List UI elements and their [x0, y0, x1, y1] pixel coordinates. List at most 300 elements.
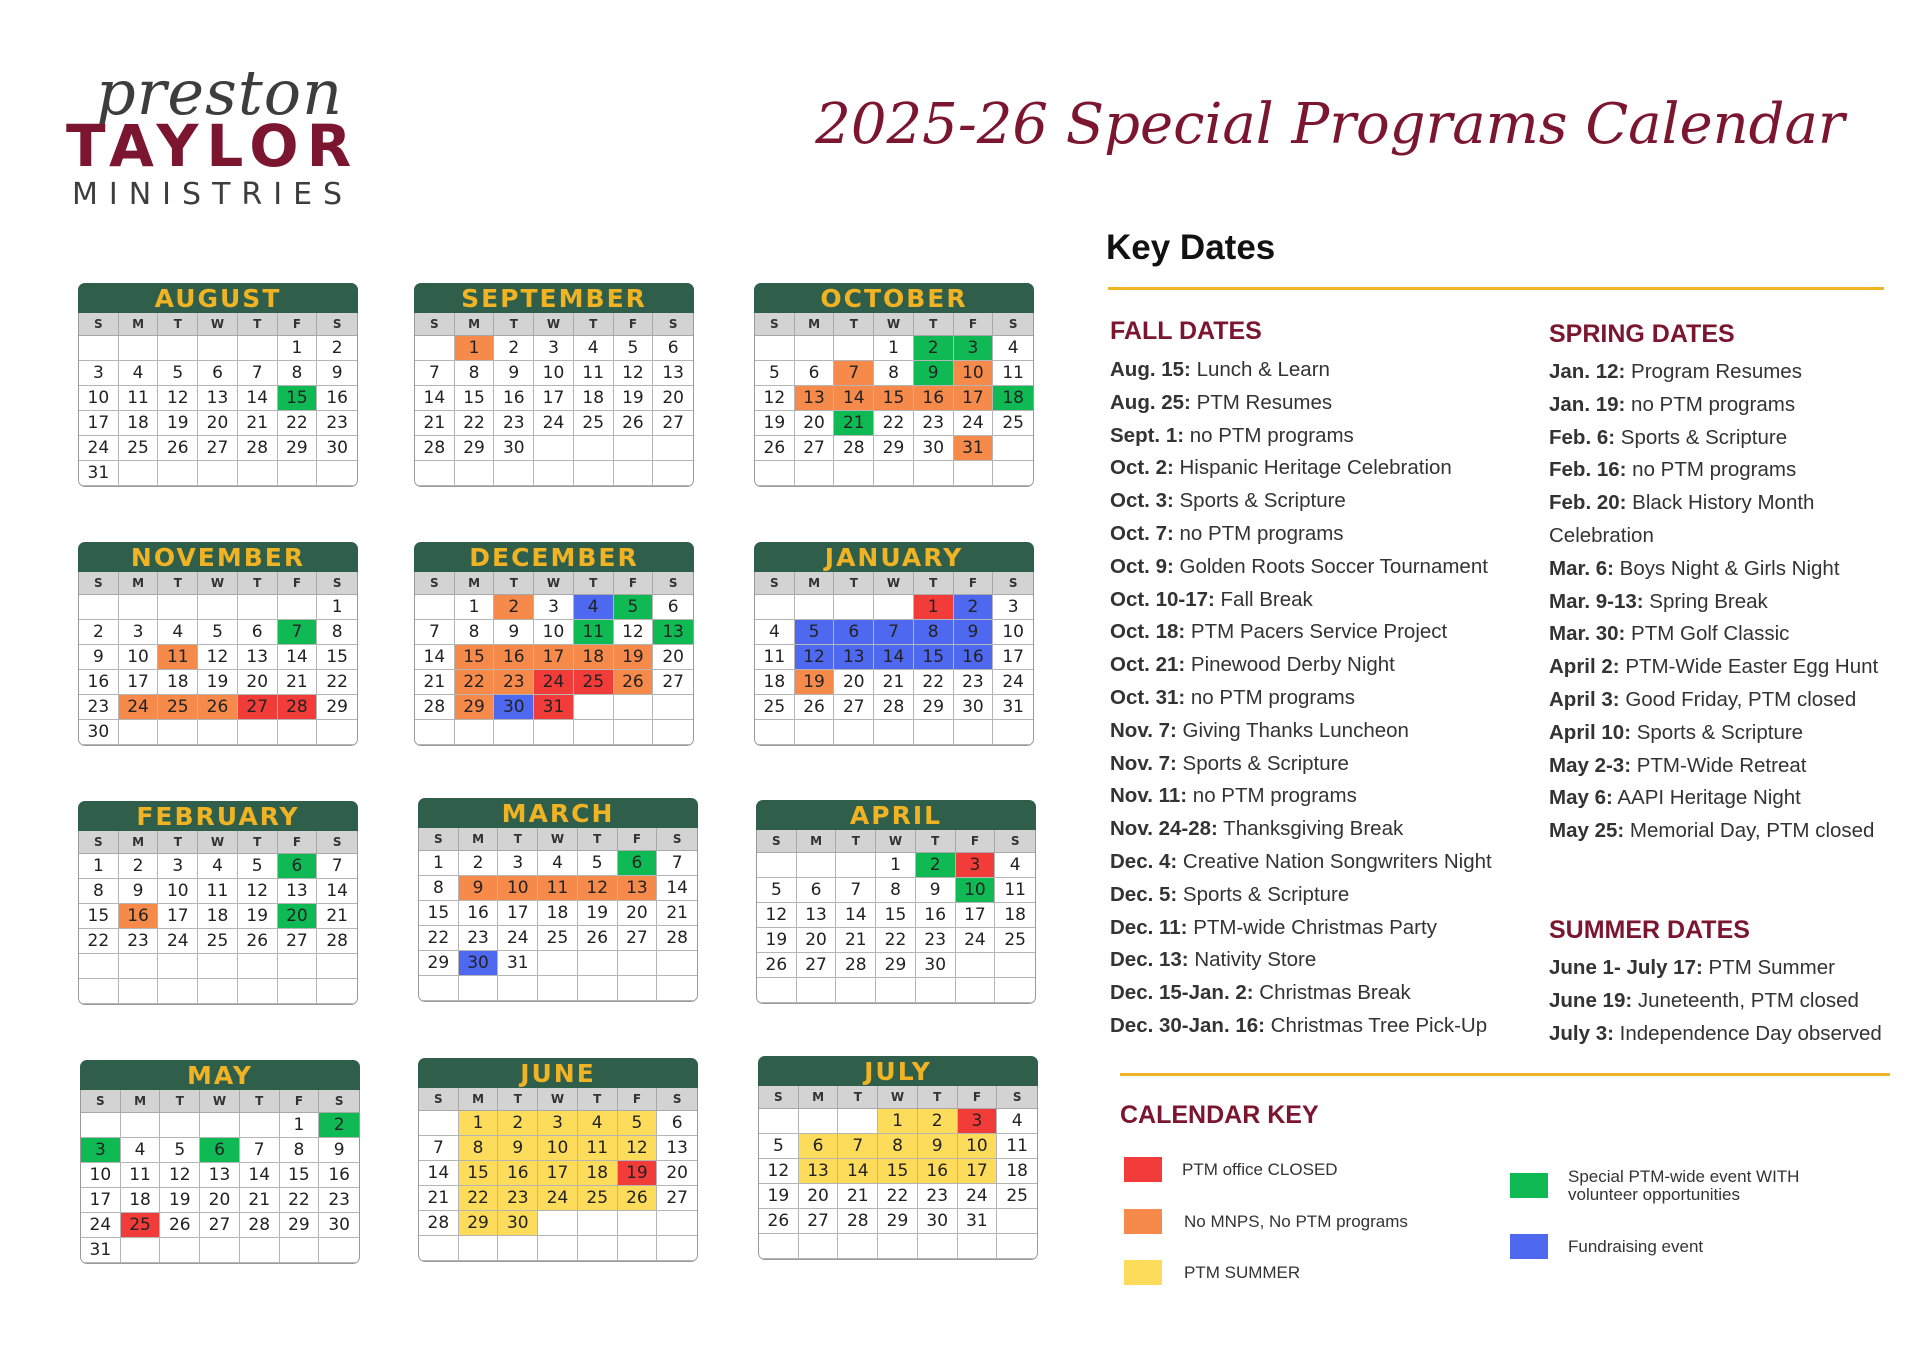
key-date-description: no PTM programs — [1625, 392, 1796, 416]
day-cell: 24 — [954, 411, 994, 436]
day-cell: 19 — [158, 411, 198, 436]
empty-day-cell — [574, 695, 614, 720]
spring-dates-list — [1549, 356, 1899, 848]
day-cell: 8 — [876, 878, 916, 903]
day-cell: 29 — [914, 695, 954, 720]
month-grid — [414, 313, 694, 487]
day-cell: 12 — [757, 903, 797, 928]
day-cell: 21 — [419, 1186, 459, 1211]
day-cell: 8 — [878, 1134, 918, 1159]
day-cell: 13 — [795, 386, 835, 411]
key-date: Dec. 5: — [1110, 882, 1178, 906]
day-cell: 25 — [997, 1184, 1037, 1209]
weekday-label: S — [993, 313, 1033, 336]
day-cell: 1 — [914, 595, 954, 620]
day-cell: 4 — [574, 595, 614, 620]
day-cell: 29 — [455, 695, 495, 720]
day-cell: 17 — [954, 386, 994, 411]
day-cell: 21 — [415, 670, 455, 695]
day-cell: 16 — [494, 386, 534, 411]
month-grid — [754, 313, 1034, 487]
empty-day-cell — [455, 461, 495, 486]
month-name: JANUARY — [754, 542, 1034, 572]
day-cell: 12 — [614, 361, 654, 386]
day-cell: 14 — [415, 386, 455, 411]
day-cell: 26 — [578, 926, 618, 951]
day-cell: 3 — [958, 1109, 998, 1134]
key-date-description: PTM-Wide Retreat — [1631, 753, 1807, 777]
weekday-label: T — [838, 1086, 878, 1109]
day-cell: 29 — [874, 436, 914, 461]
key-date: Dec. 13: — [1110, 948, 1189, 972]
day-cell: 1 — [455, 336, 495, 361]
day-cell: 22 — [79, 929, 119, 954]
empty-day-cell — [419, 1111, 459, 1136]
day-cell: 1 — [317, 595, 357, 620]
day-cell: 8 — [278, 361, 318, 386]
day-cell: 23 — [954, 670, 994, 695]
day-cell: 7 — [874, 620, 914, 645]
empty-day-cell — [578, 1211, 618, 1236]
weekday-label: S — [757, 830, 797, 853]
day-cell: 2 — [918, 1109, 958, 1134]
key-date: Nov. 24-28: — [1110, 817, 1218, 841]
empty-day-cell — [198, 461, 238, 486]
key-date-description: Juneteenth, PTM closed — [1632, 988, 1859, 1012]
day-cell: 27 — [799, 1209, 839, 1234]
day-cell: 13 — [278, 879, 318, 904]
day-cell: 26 — [238, 929, 278, 954]
weekday-label: W — [874, 572, 914, 595]
day-cell: 24 — [993, 670, 1033, 695]
empty-day-cell — [874, 461, 914, 486]
weekday-label: S — [995, 830, 1035, 853]
day-cell: 2 — [494, 336, 534, 361]
empty-day-cell — [997, 1209, 1037, 1234]
day-cell: 20 — [799, 1184, 839, 1209]
month-grid — [418, 828, 698, 1002]
key-date-item — [1549, 553, 1899, 586]
day-cell: 17 — [958, 1159, 998, 1184]
day-cell: 9 — [498, 1136, 538, 1161]
key-date: Oct. 3: — [1110, 489, 1174, 513]
day-cell: 24 — [538, 1186, 578, 1211]
empty-day-cell — [614, 695, 654, 720]
key-date-item — [1110, 813, 1492, 846]
day-cell: 30 — [319, 1213, 359, 1238]
day-cell: 23 — [498, 1186, 538, 1211]
weekday-label: F — [278, 313, 318, 336]
day-cell: 7 — [278, 620, 318, 645]
day-cell: 26 — [614, 411, 654, 436]
empty-day-cell — [317, 954, 357, 979]
legend-label: PTM office CLOSED — [1182, 1159, 1338, 1179]
key-date-description: Golden Roots Soccer Tournament — [1173, 554, 1488, 578]
day-cell: 11 — [198, 879, 238, 904]
key-date-item — [1110, 387, 1492, 420]
day-cell: 5 — [618, 1111, 658, 1136]
day-cell: 14 — [240, 1163, 280, 1188]
key-date-description: Program Resumes — [1625, 360, 1802, 383]
empty-day-cell — [876, 978, 916, 1003]
weekday-label: T — [498, 828, 538, 851]
day-cell: 20 — [198, 411, 238, 436]
weekday-label: T — [498, 1088, 538, 1111]
empty-day-cell — [198, 336, 238, 361]
month-name: MAY — [80, 1060, 360, 1090]
day-cell: 12 — [618, 1136, 658, 1161]
empty-day-cell — [119, 336, 159, 361]
weekday-label: T — [240, 1090, 280, 1113]
empty-day-cell — [278, 461, 318, 486]
empty-day-cell — [956, 953, 996, 978]
day-cell: 21 — [238, 411, 278, 436]
empty-day-cell — [319, 1238, 359, 1263]
empty-day-cell — [158, 595, 198, 620]
day-cell: 6 — [238, 620, 278, 645]
legend-label: PTM SUMMER — [1184, 1262, 1301, 1282]
day-cell: 10 — [538, 1136, 578, 1161]
day-cell: 4 — [755, 620, 795, 645]
day-cell: 22 — [878, 1184, 918, 1209]
day-cell: 15 — [455, 645, 495, 670]
day-cell: 16 — [317, 386, 357, 411]
empty-day-cell — [757, 853, 797, 878]
day-cell: 10 — [954, 361, 994, 386]
key-date-description: no PTM programs — [1187, 784, 1357, 808]
day-cell: 22 — [459, 1186, 499, 1211]
day-cell: 25 — [158, 695, 198, 720]
key-date-description: no PTM programs — [1185, 685, 1355, 709]
empty-day-cell — [755, 336, 795, 361]
weekday-label: T — [914, 572, 954, 595]
key-date-item — [1549, 586, 1899, 619]
day-cell: 27 — [795, 436, 835, 461]
day-cell: 7 — [834, 361, 874, 386]
day-cell: 6 — [198, 361, 238, 386]
key-date-item — [1549, 356, 1899, 389]
day-cell: 30 — [954, 695, 994, 720]
day-cell: 15 — [455, 386, 495, 411]
day-cell: 2 — [79, 620, 119, 645]
month-name: MARCH — [418, 798, 698, 828]
key-date-description: PTM-wide Christmas Party — [1187, 915, 1437, 939]
weekday-label: F — [956, 830, 996, 853]
day-cell: 1 — [459, 1111, 499, 1136]
day-cell: 30 — [459, 951, 499, 976]
empty-day-cell — [538, 976, 578, 1001]
empty-day-cell — [238, 979, 278, 1004]
day-cell: 15 — [317, 645, 357, 670]
day-cell: 23 — [79, 695, 119, 720]
day-cell: 31 — [534, 695, 574, 720]
day-cell: 13 — [198, 386, 238, 411]
day-cell: 6 — [797, 878, 837, 903]
legend-label: Special PTM-wide event WITH volunteer opportunities — [1568, 1167, 1800, 1204]
day-cell: 19 — [755, 411, 795, 436]
day-cell: 14 — [657, 876, 697, 901]
weekday-label: T — [158, 572, 198, 595]
empty-day-cell — [657, 951, 697, 976]
day-cell: 10 — [158, 879, 198, 904]
month-grid — [758, 1086, 1038, 1260]
day-cell: 1 — [874, 336, 914, 361]
month-name: JULY — [758, 1056, 1038, 1086]
day-cell: 15 — [876, 903, 916, 928]
key-date-description: Good Friday, PTM closed — [1619, 687, 1857, 711]
month-name: APRIL — [756, 800, 1036, 830]
calendar-key-divider — [1120, 1073, 1890, 1076]
day-cell: 19 — [578, 901, 618, 926]
legend-swatch-green — [1510, 1173, 1548, 1198]
empty-day-cell — [995, 953, 1035, 978]
key-date-description: AAPI Heritage Night — [1612, 786, 1801, 810]
day-cell: 18 — [198, 904, 238, 929]
day-cell: 6 — [200, 1138, 240, 1163]
key-date-description: Christmas Tree Pick-Up — [1264, 1013, 1488, 1037]
month-name: OCTOBER — [754, 283, 1034, 313]
day-cell: 23 — [317, 411, 357, 436]
day-cell: 28 — [834, 436, 874, 461]
key-date-item — [1549, 750, 1899, 783]
empty-day-cell — [419, 976, 459, 1001]
logo-line-ministries: MINISTRIES — [72, 177, 354, 212]
day-cell: 10 — [119, 645, 159, 670]
key-date-item — [1549, 651, 1899, 684]
weekday-label: M — [121, 1090, 161, 1113]
day-cell: 13 — [799, 1159, 839, 1184]
weekday-label: T — [574, 572, 614, 595]
month-name: JUNE — [418, 1058, 698, 1088]
empty-day-cell — [914, 720, 954, 745]
day-cell: 7 — [415, 361, 455, 386]
empty-day-cell — [119, 979, 159, 1004]
key-dates-divider — [1108, 287, 1884, 290]
day-cell: 28 — [238, 436, 278, 461]
weekday-label: W — [878, 1086, 918, 1109]
day-cell: 4 — [538, 851, 578, 876]
empty-day-cell — [755, 595, 795, 620]
empty-day-cell — [614, 720, 654, 745]
day-cell: 20 — [797, 928, 837, 953]
empty-day-cell — [494, 720, 534, 745]
weekday-label: M — [795, 313, 835, 336]
empty-day-cell — [158, 336, 198, 361]
day-cell: 29 — [419, 951, 459, 976]
day-cell: 12 — [795, 645, 835, 670]
day-cell: 17 — [534, 645, 574, 670]
empty-day-cell — [914, 461, 954, 486]
day-cell: 20 — [200, 1188, 240, 1213]
day-cell: 4 — [574, 336, 614, 361]
day-cell: 7 — [238, 361, 278, 386]
empty-day-cell — [121, 1238, 161, 1263]
weekday-label: W — [198, 572, 238, 595]
day-cell: 3 — [534, 595, 574, 620]
day-cell: 3 — [81, 1138, 121, 1163]
month-calendar — [418, 1058, 698, 1262]
key-date-description: Sports & Scripture — [1631, 720, 1804, 744]
day-cell: 7 — [419, 1136, 459, 1161]
day-cell: 17 — [119, 670, 159, 695]
key-date-description: Independence Day observed — [1613, 1021, 1882, 1045]
day-cell: 11 — [578, 1136, 618, 1161]
key-date-item — [1549, 389, 1899, 422]
weekday-label: M — [119, 572, 159, 595]
key-date: Nov. 7: — [1110, 751, 1177, 775]
weekday-label: S — [657, 828, 697, 851]
day-cell: 18 — [755, 670, 795, 695]
day-cell: 4 — [997, 1109, 1037, 1134]
day-cell: 19 — [759, 1184, 799, 1209]
month-calendar — [758, 1056, 1038, 1260]
day-cell: 22 — [419, 926, 459, 951]
empty-day-cell — [455, 720, 495, 745]
empty-day-cell — [795, 461, 835, 486]
empty-day-cell — [459, 976, 499, 1001]
weekday-label: S — [317, 572, 357, 595]
weekday-label: W — [534, 313, 574, 336]
weekday-label: M — [119, 313, 159, 336]
day-cell: 14 — [836, 903, 876, 928]
day-cell: 9 — [119, 879, 159, 904]
key-date-item — [1549, 782, 1899, 815]
day-cell: 17 — [993, 645, 1033, 670]
empty-day-cell — [158, 954, 198, 979]
empty-day-cell — [836, 978, 876, 1003]
empty-day-cell — [160, 1238, 200, 1263]
day-cell: 24 — [534, 670, 574, 695]
day-cell: 8 — [79, 879, 119, 904]
month-grid — [414, 572, 694, 746]
day-cell: 25 — [121, 1213, 161, 1238]
day-cell: 14 — [419, 1161, 459, 1186]
day-cell: 16 — [498, 1161, 538, 1186]
empty-day-cell — [415, 461, 455, 486]
day-cell: 27 — [653, 670, 693, 695]
month-grid — [78, 572, 358, 746]
day-cell: 7 — [240, 1138, 280, 1163]
key-date: Feb. 16: — [1549, 458, 1627, 482]
day-cell: 15 — [280, 1163, 320, 1188]
key-date: Jan. 19: — [1549, 392, 1626, 416]
day-cell: 21 — [874, 670, 914, 695]
day-cell: 24 — [956, 928, 996, 953]
day-cell: 4 — [995, 853, 1035, 878]
empty-day-cell — [198, 720, 238, 745]
empty-day-cell — [278, 954, 318, 979]
day-cell: 6 — [618, 851, 658, 876]
empty-day-cell — [795, 595, 835, 620]
day-cell: 7 — [836, 878, 876, 903]
day-cell: 9 — [914, 361, 954, 386]
key-date-item — [1110, 682, 1492, 715]
day-cell: 26 — [755, 436, 795, 461]
day-cell: 26 — [158, 436, 198, 461]
empty-day-cell — [578, 1236, 618, 1261]
weekday-label: S — [317, 831, 357, 854]
key-date-item — [1110, 420, 1492, 453]
day-cell: 5 — [795, 620, 835, 645]
weekday-label: T — [158, 831, 198, 854]
key-date-item — [1110, 485, 1492, 518]
empty-day-cell — [618, 1211, 658, 1236]
empty-day-cell — [198, 595, 238, 620]
day-cell: 19 — [757, 928, 797, 953]
empty-day-cell — [200, 1238, 240, 1263]
day-cell: 9 — [918, 1134, 958, 1159]
key-date: Jan. 12: — [1549, 360, 1626, 383]
key-date: Oct. 2: — [1110, 456, 1174, 480]
day-cell: 10 — [81, 1163, 121, 1188]
day-cell: 12 — [759, 1159, 799, 1184]
empty-day-cell — [200, 1113, 240, 1138]
day-cell: 10 — [534, 361, 574, 386]
month-calendar — [414, 542, 694, 746]
key-date: July 3: — [1549, 1021, 1614, 1045]
day-cell: 14 — [238, 386, 278, 411]
day-cell: 16 — [916, 903, 956, 928]
empty-day-cell — [79, 336, 119, 361]
day-cell: 1 — [878, 1109, 918, 1134]
month-grid — [78, 831, 358, 1005]
day-cell: 20 — [795, 411, 835, 436]
weekday-label: W — [874, 313, 914, 336]
day-cell: 21 — [317, 904, 357, 929]
key-date: Oct. 9: — [1110, 554, 1174, 578]
month-calendar — [80, 1060, 360, 1264]
key-date-item — [1110, 780, 1492, 813]
day-cell: 13 — [238, 645, 278, 670]
day-cell: 2 — [317, 336, 357, 361]
weekday-label: W — [200, 1090, 240, 1113]
key-date-item — [1549, 487, 1899, 553]
day-cell: 28 — [838, 1209, 878, 1234]
day-cell: 31 — [958, 1209, 998, 1234]
day-cell: 28 — [240, 1213, 280, 1238]
day-cell: 6 — [278, 854, 318, 879]
day-cell: 18 — [995, 903, 1035, 928]
day-cell: 19 — [614, 645, 654, 670]
weekday-label: W — [534, 572, 574, 595]
weekday-label: T — [834, 313, 874, 336]
day-cell: 17 — [79, 411, 119, 436]
logo-line-preston: preston — [96, 56, 344, 129]
empty-day-cell — [993, 720, 1033, 745]
month-calendar — [78, 542, 358, 746]
month-name: NOVEMBER — [78, 542, 358, 572]
day-cell: 29 — [278, 436, 318, 461]
day-cell: 7 — [317, 854, 357, 879]
key-date-item — [1110, 715, 1492, 748]
key-date: April 10: — [1549, 720, 1632, 744]
weekday-label: T — [494, 313, 534, 336]
key-date: May 6: — [1549, 786, 1613, 810]
day-cell: 29 — [878, 1209, 918, 1234]
day-cell: 21 — [834, 411, 874, 436]
key-date-item — [1110, 452, 1492, 485]
empty-day-cell — [653, 436, 693, 461]
day-cell: 30 — [494, 695, 534, 720]
empty-day-cell — [874, 720, 914, 745]
key-date-item — [1549, 952, 1882, 985]
day-cell: 24 — [81, 1213, 121, 1238]
empty-day-cell — [653, 461, 693, 486]
weekday-label: S — [993, 572, 1033, 595]
day-cell: 3 — [119, 620, 159, 645]
key-date-description: Sports & Scripture — [1177, 882, 1350, 906]
day-cell: 3 — [993, 595, 1033, 620]
